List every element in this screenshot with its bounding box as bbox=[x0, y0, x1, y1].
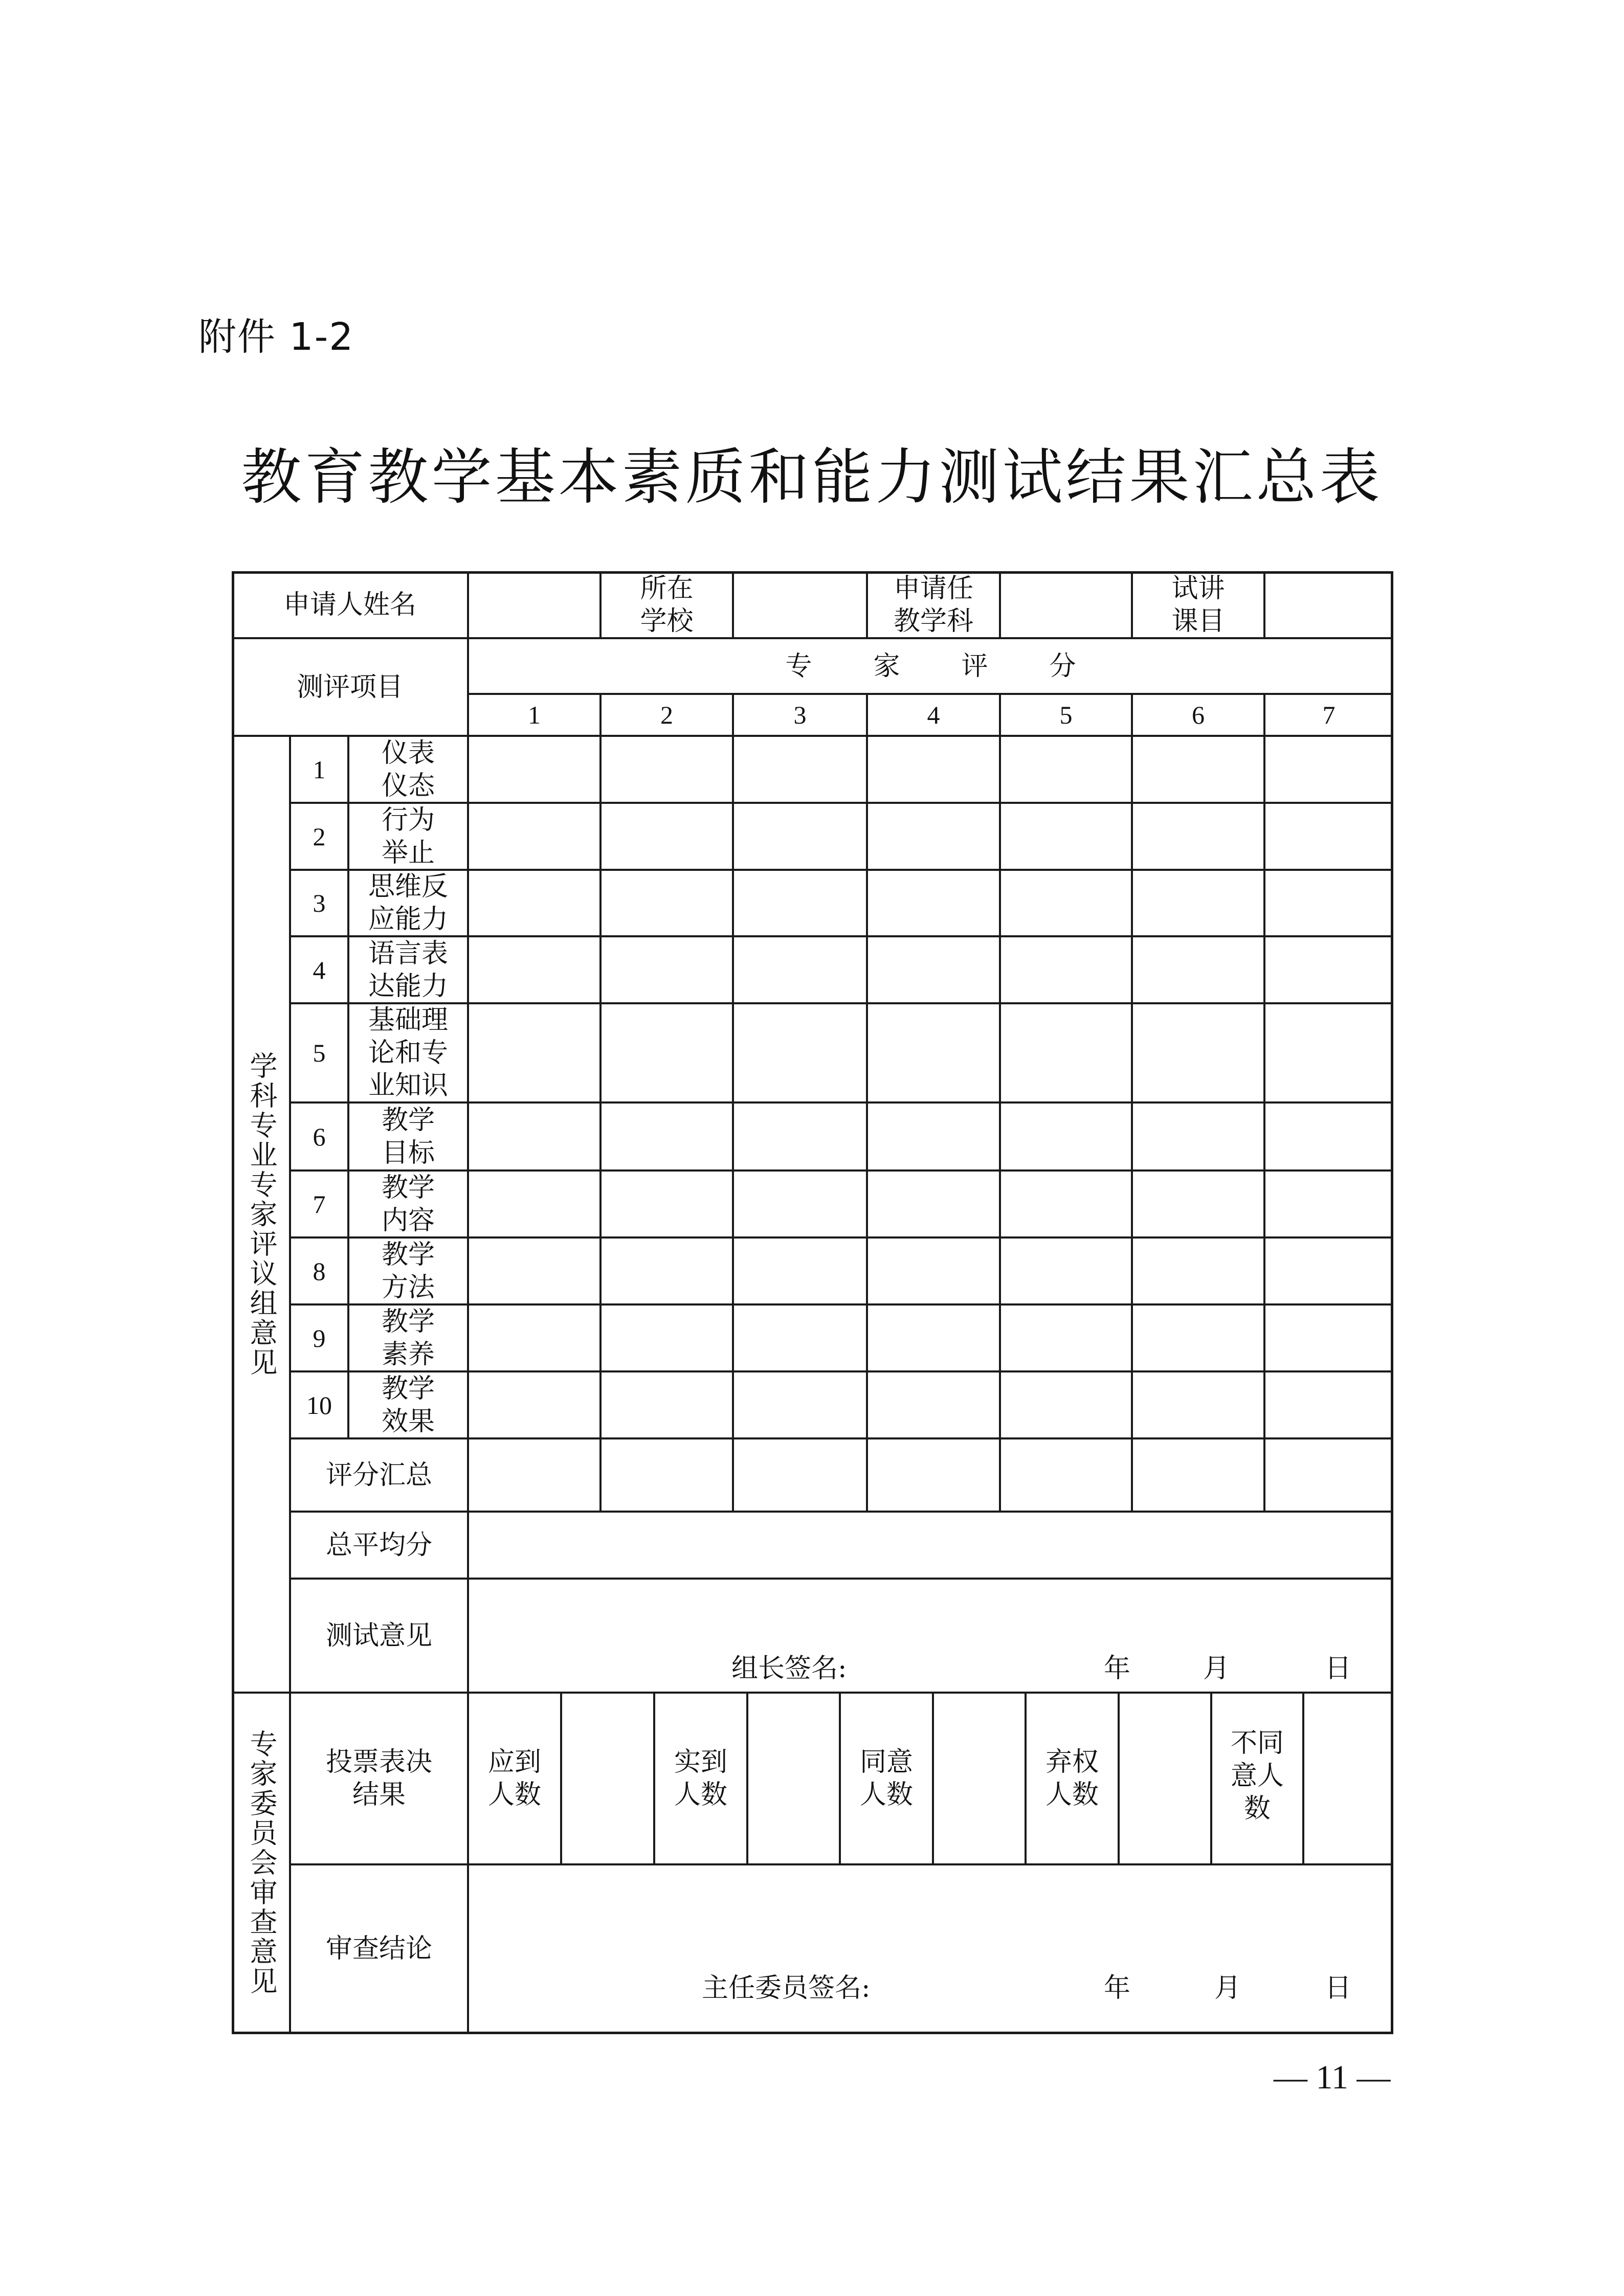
item-name: 仪表 仪态 bbox=[381, 737, 435, 801]
table-rule bbox=[999, 693, 1001, 1511]
table-rule bbox=[732, 693, 734, 1511]
school-field[interactable] bbox=[734, 572, 866, 637]
average-score-field[interactable] bbox=[469, 1513, 1392, 1578]
item-name: 教学 目标 bbox=[381, 1105, 435, 1168]
item-name: 教学 内容 bbox=[381, 1172, 435, 1236]
school-label: 所在 学校 bbox=[640, 573, 694, 637]
score-summary-label: 评分汇总 bbox=[325, 1459, 432, 1491]
item-name: 语言表 达能力 bbox=[368, 938, 448, 1002]
item-number: 2 bbox=[313, 822, 326, 851]
item-name: 思维反 应能力 bbox=[368, 871, 448, 935]
item-number: 4 bbox=[313, 955, 326, 984]
director-sign-year: 年 bbox=[1104, 1973, 1131, 2004]
vote-field-disagree[interactable] bbox=[1304, 1694, 1392, 1863]
item-name: 行为 举止 bbox=[381, 804, 435, 868]
expert-number: 2 bbox=[660, 701, 673, 729]
leader-sign-day: 日 bbox=[1325, 1653, 1352, 1684]
vote-field-agree[interactable] bbox=[934, 1694, 1025, 1863]
vote-col-agree: 同意 人数 bbox=[859, 1747, 913, 1810]
item-number: 7 bbox=[313, 1189, 326, 1219]
vote-result-label: 投票表决 结果 bbox=[325, 1747, 432, 1810]
leader-signature-label: 组长签名: bbox=[731, 1653, 847, 1684]
vote-col-actual: 实到 人数 bbox=[674, 1747, 727, 1810]
item-name: 教学 素养 bbox=[381, 1306, 435, 1370]
item-number: 8 bbox=[313, 1256, 326, 1286]
lecture-label: 试讲 课目 bbox=[1171, 573, 1225, 637]
table-rule bbox=[866, 693, 868, 1511]
item-number: 10 bbox=[306, 1390, 332, 1420]
vote-field-abstain[interactable] bbox=[1120, 1694, 1210, 1863]
subject-label: 申请任 教学科 bbox=[893, 573, 973, 637]
page-number: — 11 — bbox=[1274, 2059, 1391, 2096]
item-number: 5 bbox=[313, 1039, 326, 1067]
item-number: 1 bbox=[313, 755, 326, 784]
director-sign-month: 月 bbox=[1214, 1973, 1241, 2004]
expert-number: 3 bbox=[793, 701, 807, 729]
item-number: 9 bbox=[313, 1323, 326, 1353]
test-opinion-label: 测试意见 bbox=[325, 1620, 432, 1651]
expert-number: 4 bbox=[927, 701, 940, 729]
table-rule bbox=[599, 693, 602, 1511]
review-conclusion-label: 审查结论 bbox=[325, 1933, 432, 1964]
expert-score-label: 专家评分 bbox=[785, 650, 1138, 682]
leader-sign-month: 月 bbox=[1203, 1653, 1230, 1684]
item-number: 3 bbox=[313, 889, 326, 917]
item-name: 教学 效果 bbox=[381, 1373, 435, 1437]
vote-field-actual[interactable] bbox=[748, 1694, 839, 1863]
vote-col-expected: 应到 人数 bbox=[487, 1747, 541, 1810]
subject-field[interactable] bbox=[1001, 572, 1131, 637]
vote-field-expected[interactable] bbox=[562, 1694, 653, 1863]
average-score-label: 总平均分 bbox=[325, 1529, 432, 1561]
item-name: 教学 方法 bbox=[381, 1239, 435, 1303]
expert-number: 1 bbox=[528, 701, 541, 729]
director-signature-label: 主任委员签名: bbox=[702, 1973, 871, 2004]
lecture-field[interactable] bbox=[1265, 572, 1392, 637]
expert-number: 5 bbox=[1059, 701, 1073, 729]
item-number: 6 bbox=[313, 1122, 326, 1151]
expert-number: 7 bbox=[1322, 701, 1336, 729]
evaluation-item-label: 测评项目 bbox=[296, 671, 403, 703]
attachment-label: 附件 1-2 bbox=[198, 315, 354, 359]
section-expert-panel-label: 学科专业专家评议组意见 bbox=[246, 1051, 278, 1378]
table-rule bbox=[1263, 693, 1265, 1511]
page-title: 教育教学基本素质和能力测试结果汇总表 bbox=[241, 442, 1383, 512]
leader-sign-year: 年 bbox=[1104, 1653, 1131, 1684]
applicant-name-field[interactable] bbox=[469, 572, 599, 637]
vote-col-disagree: 不同 意人 数 bbox=[1230, 1728, 1284, 1824]
director-sign-day: 日 bbox=[1325, 1973, 1352, 2004]
expert-number: 6 bbox=[1192, 701, 1205, 729]
section-committee-review-label: 专家委员会审查意见 bbox=[246, 1729, 278, 1996]
vote-col-abstain: 弃权 人数 bbox=[1045, 1747, 1099, 1810]
item-name: 基础理 论和专 业知识 bbox=[368, 1005, 448, 1101]
table-rule bbox=[1131, 693, 1133, 1511]
applicant-name-label: 申请人姓名 bbox=[283, 589, 416, 620]
